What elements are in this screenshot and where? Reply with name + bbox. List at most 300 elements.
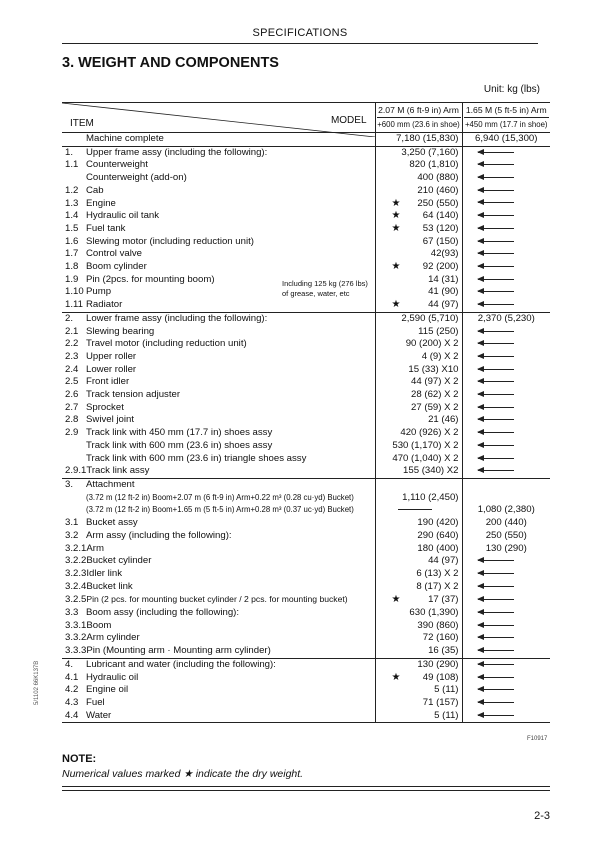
item-cell <box>62 326 375 339</box>
item-number: 1.3 <box>65 197 79 209</box>
item-text: Travel motor (including reduction unit) <box>86 338 247 350</box>
value-model-a <box>375 223 462 236</box>
same-as-left-arrow-icon <box>478 419 514 420</box>
value-model-a <box>375 376 462 389</box>
value-model-b <box>462 299 550 312</box>
item-cell <box>62 658 375 671</box>
value-model-a <box>375 568 462 581</box>
same-as-left-arrow-icon <box>478 677 514 678</box>
value-model-b <box>462 555 550 568</box>
table-row <box>62 684 550 697</box>
item-cell <box>62 478 375 491</box>
table-row <box>62 351 550 364</box>
value-model-b <box>462 312 550 325</box>
same-as-left-arrow-icon <box>478 343 514 344</box>
value-model-b <box>462 427 550 440</box>
item-number: 1.10 <box>65 286 84 298</box>
table-row <box>62 389 550 402</box>
item-cell <box>62 312 375 325</box>
value-model-b <box>462 517 550 530</box>
item-number: 2.1 <box>65 325 79 337</box>
value-text: 4 (9) X 2 <box>421 350 459 362</box>
table-row <box>62 440 550 453</box>
value-model-a <box>375 326 462 339</box>
item-text: Slewing motor (including reduction unit) <box>86 235 254 247</box>
item-text: Fuel tank <box>86 222 126 234</box>
value-text: 90 (200) X 2 <box>405 338 459 350</box>
item-cell <box>62 146 375 159</box>
value-model-b <box>462 198 550 211</box>
value-text: 44 (97) <box>428 555 459 567</box>
item-text: Bucket link <box>86 580 133 592</box>
same-as-left-arrow-icon <box>478 586 514 587</box>
value-text: 3,250 (7,160) <box>401 146 459 158</box>
model-a-header <box>375 103 462 133</box>
header-rule <box>62 43 538 44</box>
value-model-a <box>375 338 462 351</box>
item-number: 2.4 <box>65 363 79 375</box>
table-row <box>62 338 550 351</box>
table-row <box>62 402 550 415</box>
value-text: 400 (880) <box>417 172 459 184</box>
item-text: Bucket cylinder <box>86 555 152 567</box>
same-as-left-arrow-icon <box>478 445 514 446</box>
same-as-left-arrow-icon <box>478 190 514 191</box>
value-model-a <box>375 645 462 658</box>
item-text: Lower frame assy (including the following): <box>86 312 268 324</box>
item-text: Engine <box>86 197 116 209</box>
value-model-b <box>462 326 550 339</box>
item-text: Bucket assy <box>86 517 138 529</box>
item-text: (3.72 m (12 ft-2 in) Boom+1.65 m (5 ft-5 in) Arm+0.28 m³ (0.37 uc·yd) Bucket) <box>86 505 354 515</box>
same-as-left-arrow-icon <box>478 356 514 357</box>
item-number: 3.2 <box>65 529 79 541</box>
item-number: 3. <box>65 478 74 490</box>
item-text: Arm assy (including the following): <box>86 529 232 541</box>
table-row <box>62 568 550 581</box>
item-cell <box>62 453 375 466</box>
value-model-a <box>375 620 462 633</box>
table-header-row <box>62 103 550 133</box>
item-number: 4. <box>65 658 74 670</box>
value-text: 6 (13) X 2 <box>416 567 459 579</box>
value-model-b <box>462 159 550 172</box>
item-number: 2.9.1 <box>65 465 87 477</box>
item-cell <box>62 607 375 620</box>
value-model-a <box>375 697 462 710</box>
table-row <box>62 697 550 710</box>
same-as-left-arrow-icon <box>478 228 514 229</box>
value-model-b <box>462 607 550 620</box>
footer-rule-2 <box>62 790 550 791</box>
item-number: 3.2.1 <box>65 542 87 554</box>
value-model-b <box>462 351 550 364</box>
item-cell <box>62 440 375 453</box>
item-text: Counterweight <box>86 159 148 171</box>
item-text: Track link with 450 mm (17.7 in) shoes assy <box>86 427 273 439</box>
dash-icon <box>398 509 432 510</box>
item-number: 2.9 <box>65 427 79 439</box>
item-cell <box>62 530 375 543</box>
figure-code: F10917 <box>527 736 548 742</box>
side-code: 5/1102 66K137B <box>34 660 40 705</box>
same-as-left-arrow-icon <box>478 202 514 203</box>
value-model-a <box>375 427 462 440</box>
value-model-a <box>375 440 462 453</box>
same-as-left-arrow-icon <box>478 458 514 459</box>
item-cell <box>62 684 375 697</box>
item-text: Pump <box>86 286 112 298</box>
value-text: 41 (90) <box>428 286 459 298</box>
value-model-a <box>375 351 462 364</box>
value-model-a <box>375 593 462 607</box>
item-cell <box>62 402 375 415</box>
value-model-a <box>375 248 462 261</box>
table-row <box>62 414 550 427</box>
item-cell <box>62 261 375 274</box>
value-model-a <box>375 198 462 211</box>
item-number: 4.4 <box>65 709 79 721</box>
item-text: Control valve <box>86 248 142 260</box>
same-as-left-arrow-icon <box>478 702 514 703</box>
item-text: Pin (2pcs. for mounting boom) <box>86 273 215 285</box>
value-model-b <box>462 465 550 478</box>
dry-weight-star-icon: ★ <box>391 671 401 683</box>
value-model-b <box>462 402 550 415</box>
same-as-left-arrow-icon <box>478 291 514 292</box>
item-number: 2.6 <box>65 389 79 401</box>
value-text: 2,590 (5,710) <box>401 312 459 324</box>
item-cell <box>62 210 375 223</box>
weight-table <box>62 102 550 723</box>
value-text: 1,110 (2,450) <box>402 491 459 503</box>
dry-weight-star-icon: ★ <box>391 299 401 311</box>
note-text: Numerical values marked ★ indicate the dry weight. <box>62 768 304 780</box>
dry-weight-star-icon: ★ <box>391 593 401 605</box>
table-row <box>62 286 550 299</box>
item-number: 3.2.4 <box>65 580 87 592</box>
item-text: Radiator <box>86 299 123 311</box>
item-cell <box>62 248 375 261</box>
value-model-b <box>462 440 550 453</box>
item-cell <box>62 620 375 633</box>
item-number: 3.3.3 <box>65 645 87 657</box>
value-model-b <box>462 236 550 249</box>
value-model-a <box>375 210 462 223</box>
same-as-left-arrow-icon <box>478 715 514 716</box>
model-b-arm: 1.65 M (5 ft-5 in) Arm <box>464 103 550 118</box>
value-text: 1,080 (2,380) <box>477 504 535 516</box>
page-number: 2-3 <box>534 810 550 822</box>
value-text: 27 (59) X 2 <box>411 401 459 413</box>
value-model-b <box>462 645 550 658</box>
item-cell <box>62 555 375 568</box>
value-model-a <box>375 172 462 185</box>
value-text: 250 (550) <box>417 197 459 209</box>
value-model-b <box>462 593 550 607</box>
table-row <box>62 248 550 261</box>
item-text: Upper frame assy (including the following): <box>86 146 268 158</box>
item-text: Track tension adjuster <box>86 389 181 401</box>
value-model-b <box>462 248 550 261</box>
item-cell <box>62 697 375 710</box>
value-text: 420 (926) X 2 <box>400 427 459 439</box>
item-number: 2. <box>65 312 74 324</box>
model-header: MODEL <box>330 115 367 126</box>
item-text: Track link assy <box>86 465 150 477</box>
table-row <box>62 326 550 339</box>
value-model-a <box>375 684 462 697</box>
same-as-left-arrow-icon <box>478 394 514 395</box>
value-model-b <box>462 684 550 697</box>
item-header: ITEM <box>70 118 94 129</box>
item-number: 1.6 <box>65 235 79 247</box>
value-text: 44 (97) <box>428 299 459 311</box>
item-cell <box>62 492 375 505</box>
item-number: 1.9 <box>65 273 79 285</box>
value-text: 470 (1,040) X 2 <box>392 452 459 464</box>
item-model-header <box>62 103 375 133</box>
value-text: 72 (160) <box>422 632 459 644</box>
value-text: 42(93) <box>430 248 459 260</box>
same-as-left-arrow-icon <box>478 266 514 267</box>
item-number: 1.7 <box>65 248 79 260</box>
value-model-a <box>375 658 462 671</box>
item-number: 3.3 <box>65 607 79 619</box>
value-text: 17 (37) <box>428 593 459 605</box>
value-model-b <box>462 338 550 351</box>
table-row <box>62 517 550 530</box>
same-as-left-arrow-icon <box>478 560 514 561</box>
value-model-b <box>462 376 550 389</box>
item-number: 3.2.5 <box>65 594 87 606</box>
item-text: Front idler <box>86 376 130 388</box>
value-model-a <box>375 607 462 620</box>
value-model-b <box>462 146 550 159</box>
table-row <box>62 210 550 223</box>
value-model-a <box>375 299 462 312</box>
value-model-b <box>462 658 550 671</box>
table-row <box>62 632 550 645</box>
footer-rule <box>62 786 550 787</box>
item-number: 1.8 <box>65 261 79 273</box>
item-cell <box>62 632 375 645</box>
value-text: 390 (860) <box>417 619 459 631</box>
item-cell <box>62 672 375 685</box>
item-cell <box>62 172 375 185</box>
item-number: 3.3.1 <box>65 619 87 631</box>
same-as-left-arrow-icon <box>478 215 514 216</box>
item-cell <box>62 593 375 607</box>
same-as-left-arrow-icon <box>478 470 514 471</box>
item-text: Boom assy (including the following): <box>86 607 240 619</box>
value-text: 820 (1,810) <box>409 159 459 171</box>
item-number: 3.1 <box>65 517 79 529</box>
value-text: 130 (290) <box>485 542 527 554</box>
item-cell <box>62 414 375 427</box>
item-number: 2.3 <box>65 350 79 362</box>
value-model-a <box>375 492 462 505</box>
value-text: 67 (150) <box>422 235 459 247</box>
item-cell <box>62 159 375 172</box>
value-model-a <box>375 478 462 491</box>
table-row <box>62 236 550 249</box>
table-row <box>62 172 550 185</box>
value-model-a <box>375 543 462 556</box>
item-cell <box>62 465 375 478</box>
value-model-b <box>462 530 550 543</box>
item-cell <box>62 223 375 236</box>
table-row <box>62 261 550 274</box>
item-text: Machine complete <box>86 133 164 144</box>
item-text: Pin (2 pcs. for mounting bucket cylinder / 2 pcs. for mounting bucket) <box>86 594 348 605</box>
item-text: Sprocket <box>86 401 124 413</box>
table-row <box>62 223 550 236</box>
same-as-left-arrow-icon <box>478 369 514 370</box>
value-model-a <box>375 414 462 427</box>
table-row <box>62 672 550 685</box>
item-number: 2.5 <box>65 376 79 388</box>
table-row <box>62 146 550 159</box>
value-model-a <box>375 632 462 645</box>
value-model-a <box>375 364 462 377</box>
item-text: Arm <box>86 542 104 554</box>
value-model-a <box>375 530 462 543</box>
item-number: 4.1 <box>65 671 79 683</box>
item-text: Track link with 600 mm (23.6 in) shoes assy <box>86 439 273 451</box>
value-model-b <box>462 543 550 556</box>
item-cell <box>62 376 375 389</box>
table-row <box>62 312 550 325</box>
item-number: 1.11 <box>65 299 83 311</box>
table-row <box>62 581 550 594</box>
item-text: Cab <box>86 184 104 196</box>
value-text: 5 (11) <box>434 684 459 696</box>
table-row <box>62 543 550 556</box>
item-text: Arm cylinder <box>86 632 140 644</box>
value-model-b <box>462 453 550 466</box>
item-cell <box>62 427 375 440</box>
value-model-a <box>375 517 462 530</box>
table-row <box>62 364 550 377</box>
item-cell <box>62 236 375 249</box>
same-as-left-arrow-icon <box>478 279 514 280</box>
value-model-b <box>462 504 550 517</box>
item-text: Swivel joint <box>86 414 134 426</box>
item-number: 2.7 <box>65 401 79 413</box>
item-cell <box>62 504 375 517</box>
item-number: 1.2 <box>65 184 79 196</box>
value-text: 8 (17) X 2 <box>416 580 459 592</box>
dry-weight-star-icon: ★ <box>391 222 401 234</box>
item-note-line: of grease, water, etc <box>282 289 350 299</box>
value-model-a <box>375 274 462 287</box>
table-row <box>62 299 550 312</box>
item-number: 4.3 <box>65 696 79 708</box>
table-row <box>62 645 550 658</box>
value-model-b <box>462 223 550 236</box>
model-b-shoe: +450 mm (17.7 in shoe) <box>464 120 548 129</box>
same-as-left-arrow-icon <box>478 625 514 626</box>
same-as-left-arrow-icon <box>478 573 514 574</box>
table-row <box>62 159 550 172</box>
value-text: 16 (35) <box>428 645 459 657</box>
same-as-left-arrow-icon <box>478 407 514 408</box>
value-model-b <box>462 620 550 633</box>
value-model-a <box>375 402 462 415</box>
item-cell <box>62 543 375 556</box>
same-as-left-arrow-icon <box>478 689 514 690</box>
item-cell <box>62 389 375 402</box>
item-cell <box>62 710 375 723</box>
item-text: Upper roller <box>86 350 137 362</box>
same-as-left-arrow-icon <box>478 152 514 153</box>
value-text: 290 (640) <box>417 529 459 541</box>
item-cell <box>62 198 375 211</box>
value-model-b <box>462 364 550 377</box>
dry-weight-star-icon: ★ <box>391 197 401 209</box>
value-model-b <box>462 478 550 491</box>
item-text: Fuel <box>86 696 105 708</box>
same-as-left-arrow-icon <box>478 241 514 242</box>
same-as-left-arrow-icon <box>478 637 514 638</box>
item-text: Hydraulic oil <box>86 671 139 683</box>
value-model-a <box>375 286 462 299</box>
value-text: 180 (400) <box>417 542 459 554</box>
section-title: 3. WEIGHT AND COMPONENTS <box>62 55 279 71</box>
value-text: 210 (460) <box>417 184 459 196</box>
model-a-arm: 2.07 M (6 ft-9 in) Arm <box>377 103 461 118</box>
item-cell <box>62 645 375 658</box>
value-model-b <box>462 492 550 505</box>
value-model-a <box>375 710 462 723</box>
value-text: 630 (1,390) <box>409 607 459 619</box>
value-model-a <box>375 146 462 159</box>
item-text: Engine oil <box>86 684 129 696</box>
table-row <box>62 465 550 478</box>
value-text: 92 (200) <box>422 261 459 273</box>
item-text: Idler link <box>86 567 123 579</box>
item-number: 1.4 <box>65 210 79 222</box>
item-number: 1.1 <box>65 159 79 171</box>
same-as-left-arrow-icon <box>478 381 514 382</box>
item-number: 3.3.2 <box>65 632 87 644</box>
table-row <box>62 504 550 517</box>
item-text: Boom cylinder <box>86 261 147 273</box>
table-row <box>62 710 550 723</box>
item-number: 1. <box>65 146 74 158</box>
item-cell <box>62 185 375 198</box>
value-model-b <box>462 697 550 710</box>
dry-weight-star-icon: ★ <box>391 210 401 222</box>
value-text: 2,370 (5,230) <box>477 312 535 324</box>
item-text: (3.72 m (12 ft-2 in) Boom+2.07 m (6 ft-9 in) Arm+0.22 m³ (0.28 cu·yd) Bucket) <box>86 492 354 502</box>
table-row <box>62 530 550 543</box>
value-model-b <box>462 185 550 198</box>
value-model-b <box>462 274 550 287</box>
value-model-a <box>375 672 462 685</box>
value-model-a <box>375 504 462 517</box>
table-row <box>62 133 550 147</box>
value-model-b <box>462 632 550 645</box>
same-as-left-arrow-icon <box>478 177 514 178</box>
same-as-left-arrow-icon <box>478 253 514 254</box>
item-cell <box>62 133 375 147</box>
item-number: 2.2 <box>65 338 79 350</box>
value-text: 53 (120) <box>422 222 459 234</box>
value-text: 200 (440) <box>485 517 527 529</box>
value-text: 190 (420) <box>417 517 459 529</box>
